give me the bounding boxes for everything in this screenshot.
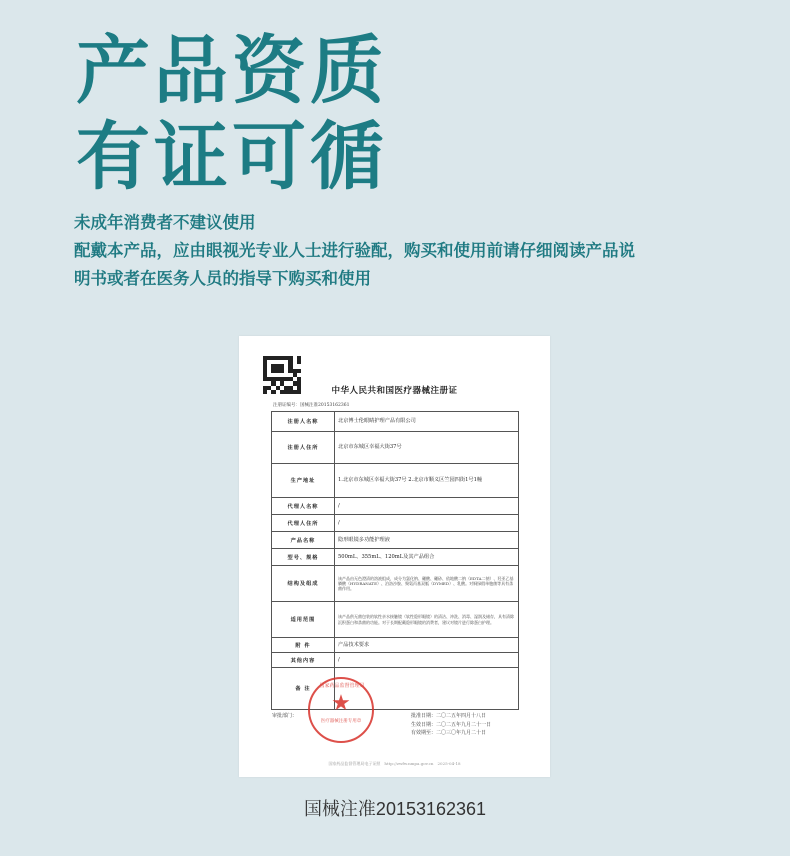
- table-row: [272, 515, 519, 532]
- row-value: 隐形眼镜多功能护理液: [335, 532, 519, 549]
- row-key: 适用范围: [272, 602, 335, 638]
- table-row: [272, 432, 519, 464]
- table-row: [272, 653, 519, 668]
- row-value: 北京市东城区幸福大街37号: [335, 432, 519, 464]
- registration-number-caption: 国械注准20153162361: [303, 799, 487, 819]
- row-key: 型号、规格: [272, 549, 335, 566]
- seal-ring-text: 国家药品监督管理局: [319, 683, 365, 689]
- approval-date: 批准日期：二〇二五年四月十八日: [411, 713, 487, 719]
- row-key: 注册人住所: [272, 432, 335, 464]
- table-row: [272, 549, 519, 566]
- certificate-number: 注册证编号：国械注准20153162361: [273, 403, 350, 408]
- headline: [76, 28, 388, 200]
- row-value: 产品技术要求: [335, 638, 519, 653]
- row-key: 备 注: [272, 668, 335, 710]
- certificate-footer: 国家药品监督管理局电子证照 http://zwfw.nmpa.gov.cn 2025-04-18: [328, 761, 461, 766]
- row-value: 1.北京市东城区幸福大街37号 2.北京市顺义区竺园四街1号1幢: [335, 464, 519, 498]
- row-key: 代理人名称: [272, 498, 335, 515]
- table-row: [272, 464, 519, 498]
- table-row: [272, 566, 519, 602]
- row-value: 该产品供无菌包装的软性亲水接触镜（软性隐形眼镜）的清洁、冲洗、消毒、湿润及储存，具有清除沉积蛋白和杀菌的功能。对于长期配戴隐形眼镜的消费者，建议对镜片进行除蛋白护理。: [335, 602, 519, 638]
- registration-table: [271, 411, 519, 710]
- notice-line-2: 配戴本产品，应由眼视光专业人士进行验配，购买和使用前请仔细阅读产品说: [74, 241, 635, 260]
- row-value: 该产品由无色澄清的溶液组成，成分为氯化钠、硼酸、硼砂、依地酸二钠（EDTA二钠）、羟亚乙基膦酸（HYDRANATE）、泊洛沙胺、聚氨丙基双胍（DYMED）、乳酸。对铜绿假单胞菌等具有杀菌作用。: [335, 566, 519, 602]
- row-key: 结构及组成: [272, 566, 335, 602]
- table-row: [272, 532, 519, 549]
- row-value: /: [335, 515, 519, 532]
- row-key: 产品名称: [272, 532, 335, 549]
- star-icon: ★: [331, 691, 351, 716]
- effective-date: 生效日期：二〇二五年九月二十一日: [411, 721, 492, 728]
- expiry-date: 有效期至：二〇三〇年九月二十日: [411, 730, 487, 736]
- table-row: [272, 602, 519, 638]
- row-value: 北京博士伦眼睛护理产品有限公司: [335, 412, 519, 432]
- headline-line-2: 有证可循: [76, 114, 388, 200]
- row-key: 其他内容: [272, 653, 335, 668]
- table-row: [272, 638, 519, 653]
- row-value: /: [335, 498, 519, 515]
- headline-line-1: 产品资质: [76, 28, 388, 114]
- certificate-title: 中华人民共和国医疗器械注册证: [331, 386, 458, 396]
- usage-notice: [74, 209, 635, 293]
- registration-certificate-image: [239, 336, 550, 777]
- table-row: [272, 412, 519, 432]
- table-row: [272, 498, 519, 515]
- certificate-dates: [411, 712, 491, 738]
- row-key: 生产地址: [272, 464, 335, 498]
- row-key: 代理人住所: [272, 515, 335, 532]
- row-value: /: [335, 653, 519, 668]
- row-value: 500mL、355mL、120mL及其产品组合: [335, 549, 519, 566]
- row-key: 附 件: [272, 638, 335, 653]
- approver-label: 审批部门：: [272, 713, 298, 719]
- seal-inner-text: 医疗器械注册专用章: [320, 719, 362, 724]
- notice-line-3: 明书或者在医务人员的指导下购买和使用: [74, 269, 371, 288]
- row-key: 注册人名称: [272, 412, 335, 432]
- notice-line-1: 未成年消费者不建议使用: [74, 213, 256, 232]
- official-seal-icon: [308, 677, 374, 743]
